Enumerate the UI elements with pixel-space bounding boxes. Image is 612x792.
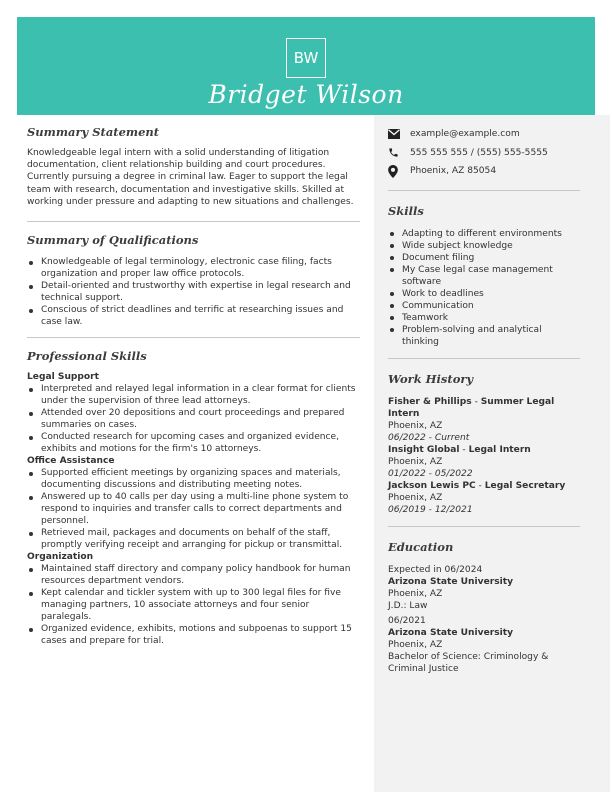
- job-separator: -: [459, 444, 469, 455]
- list-item: Retrieved mail, packages and documents on behalf of the staff, promptly verifying receipt and arranging for pickup or transmittal.: [27, 527, 360, 551]
- edu-degree: J.D.: Law: [388, 600, 428, 611]
- skill-group-list: [27, 467, 360, 551]
- list-item: Knowledgeable of legal terminology, electronic case filing, facts organization and proper law office protocols.: [27, 256, 360, 280]
- job-title-line: [388, 396, 580, 420]
- job-title-line: [388, 444, 580, 456]
- divider: [388, 526, 580, 527]
- job-role: Legal Secretary: [484, 480, 566, 491]
- edu-school: Arizona State University: [388, 627, 514, 638]
- list-item: Kept calendar and tickler system with up to 300 legal files for five managing partners, 10 associate attorneys and four senior paralegals.: [27, 587, 360, 623]
- job-separator: -: [475, 480, 485, 491]
- skill-group-list: [27, 383, 360, 455]
- job-role: Summer Legal Intern: [388, 396, 555, 419]
- list-item: My Case legal case management software: [388, 264, 580, 288]
- education-entry: [388, 615, 580, 675]
- job-company: Fisher & Phillips: [388, 396, 472, 407]
- email-text[interactable]: example@example.com: [410, 129, 520, 140]
- phone-text: 555 555 555 / (555) 555-5555: [410, 147, 548, 158]
- contact-email: [388, 125, 580, 144]
- list-item: Supported efficient meetings by organizing spaces and materials, documenting discussions and distributing meeting notes.: [27, 467, 360, 491]
- list-item: Interpreted and relayed legal information in a clear format for clients under the supervision of three lead attorneys.: [27, 383, 360, 407]
- edu-location: Phoenix, AZ: [388, 639, 443, 650]
- skill-group-heading: Organization: [27, 552, 94, 563]
- skill-group-heading: Legal Support: [27, 372, 100, 383]
- job-company: Insight Global: [388, 444, 460, 455]
- section-title: Education: [388, 539, 454, 554]
- summary-section: [27, 125, 360, 208]
- skill-group-list: [27, 563, 360, 647]
- side-column: [388, 125, 580, 675]
- professional-skills-section: [27, 349, 360, 647]
- job-company: Jackson Lewis PC: [388, 480, 476, 491]
- qualifications-list: [27, 256, 360, 328]
- location-text: Phoenix, AZ 85054: [410, 166, 497, 177]
- edu-degree: Bachelor of Science: Criminology & Criminal Justice: [388, 651, 549, 674]
- edu-school: Arizona State University: [388, 576, 514, 587]
- list-item: Conscious of strict deadlines and terrific at researching issues and case law.: [27, 304, 360, 328]
- job-entry: [388, 396, 580, 444]
- qualifications-section: [27, 233, 360, 328]
- envelope-icon: [388, 129, 410, 139]
- list-item: Maintained staff directory and company policy handbook for human resources department vendors.: [27, 563, 360, 587]
- education-entry: [388, 564, 580, 612]
- job-location: Phoenix, AZ: [388, 456, 443, 467]
- edu-location: Phoenix, AZ: [388, 588, 443, 599]
- candidate-name: Bridget Wilson: [208, 80, 404, 109]
- job-entry: [388, 480, 580, 516]
- section-title: Skills: [388, 203, 424, 218]
- section-title: Professional Skills: [27, 349, 147, 364]
- job-dates: 01/2022 - 05/2022: [388, 468, 473, 479]
- section-title: Summary Statement: [27, 125, 160, 139]
- divider: [27, 337, 360, 338]
- job-dates: 06/2022 - Current: [388, 432, 470, 443]
- main-column: [27, 125, 360, 647]
- list-item: Problem-solving and analytical thinking: [388, 324, 580, 348]
- summary-text: Knowledgeable legal intern with a solid understanding of litigation documentation, client relationship building and court procedures. Currently pursuing a degree in criminal law. Eager to support the legal team with research, documentation and investigative skills. Skilled at working under pressure and adapting to new situations and challenges.: [27, 148, 354, 207]
- list-item: Conducted research for upcoming cases and organized evidence, exhibits and motions for the firm's 10 attorneys.: [27, 431, 360, 455]
- job-dates: 06/2019 - 12/2021: [388, 504, 473, 515]
- contact-block: [388, 125, 580, 181]
- job-location: Phoenix, AZ: [388, 420, 443, 431]
- education-section: [388, 540, 580, 675]
- contact-location: [388, 162, 580, 181]
- job-title-line: [388, 480, 580, 492]
- list-item: Adapting to different environments: [388, 228, 580, 240]
- section-title: Summary of Qualifications: [27, 233, 199, 248]
- list-item: Document filing: [388, 252, 580, 264]
- work-history-section: [388, 372, 580, 516]
- list-item: Teamwork: [388, 312, 580, 324]
- monogram-badge: BW: [286, 38, 326, 78]
- job-role: Legal Intern: [468, 444, 531, 455]
- divider: [27, 221, 360, 222]
- list-item: Communication: [388, 300, 580, 312]
- edu-date: Expected in 06/2024: [388, 564, 483, 575]
- edu-date: 06/2021: [388, 615, 426, 626]
- list-item: Answered up to 40 calls per day using a multi-line phone system to respond to inquiries and transfer calls to correct departments and personnel.: [27, 491, 360, 527]
- divider: [388, 358, 580, 359]
- job-separator: -: [471, 396, 481, 407]
- list-item: Wide subject knowledge: [388, 240, 580, 252]
- job-entry: [388, 444, 580, 480]
- contact-phone: [388, 144, 580, 163]
- list-item: Attended over 20 depositions and court proceedings and prepared summaries on cases.: [27, 407, 360, 431]
- skills-section: [388, 204, 580, 348]
- divider: [388, 190, 580, 191]
- section-title: Work History: [388, 371, 474, 386]
- list-item: Detail-oriented and trustworthy with expertise in legal research and technical support.: [27, 280, 360, 304]
- job-location: Phoenix, AZ: [388, 492, 443, 503]
- list-item: Organized evidence, exhibits, motions and subpoenas to support 15 cases and prepare for trial.: [27, 623, 360, 647]
- list-item: Work to deadlines: [388, 288, 580, 300]
- phone-icon: [388, 147, 410, 158]
- skill-group-heading: Office Assistance: [27, 456, 115, 467]
- skills-list: [388, 228, 580, 348]
- map-pin-icon: [388, 165, 410, 178]
